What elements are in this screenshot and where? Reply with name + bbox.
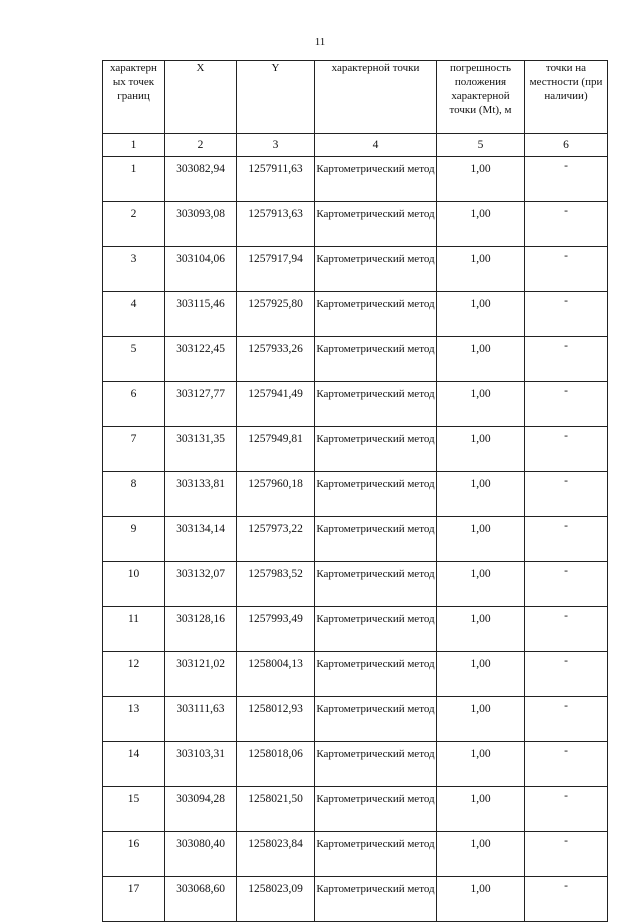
column-number: 3 <box>237 134 315 157</box>
table-row <box>103 877 608 922</box>
cell-y: 1258018,06 <box>237 742 315 787</box>
cell-point-number: 6 <box>103 382 165 427</box>
cell-method: Картометрический метод <box>315 607 437 652</box>
column-number: 6 <box>525 134 608 157</box>
cell-x: 303103,31 <box>165 742 237 787</box>
cell-accuracy: 1,00 <box>437 652 525 697</box>
cell-y: 1257925,80 <box>237 292 315 337</box>
cell-y: 1258023,09 <box>237 877 315 922</box>
cell-point-number: 15 <box>103 787 165 832</box>
cell-point-number: 11 <box>103 607 165 652</box>
cell-method: Картометрический метод <box>315 337 437 382</box>
cell-accuracy: 1,00 <box>437 742 525 787</box>
table-row <box>103 427 608 472</box>
cell-accuracy: 1,00 <box>437 517 525 562</box>
cell-x: 303128,16 <box>165 607 237 652</box>
cell-accuracy: 1,00 <box>437 562 525 607</box>
cell-point-number: 5 <box>103 337 165 382</box>
cell-x: 303122,45 <box>165 337 237 382</box>
cell-note: - <box>525 787 608 832</box>
cell-method: Картометрический метод <box>315 202 437 247</box>
cell-y: 1258023,84 <box>237 832 315 877</box>
cell-note: - <box>525 202 608 247</box>
cell-accuracy: 1,00 <box>437 607 525 652</box>
cell-y: 1257941,49 <box>237 382 315 427</box>
cell-x: 303115,46 <box>165 292 237 337</box>
cell-y: 1257973,22 <box>237 517 315 562</box>
column-number: 2 <box>165 134 237 157</box>
cell-method: Картометрический метод <box>315 157 437 202</box>
cell-x: 303131,35 <box>165 427 237 472</box>
cell-x: 303132,07 <box>165 562 237 607</box>
cell-method: Картометрический метод <box>315 877 437 922</box>
table-header-row <box>103 61 608 134</box>
cell-accuracy: 1,00 <box>437 697 525 742</box>
cell-note: - <box>525 607 608 652</box>
cell-x: 303082,94 <box>165 157 237 202</box>
page-number: 11 <box>314 36 326 48</box>
cell-note: - <box>525 472 608 517</box>
cell-y: 1257993,49 <box>237 607 315 652</box>
cell-point-number: 16 <box>103 832 165 877</box>
header-location-description: точки на местности (при наличии) <box>525 61 608 134</box>
column-number-row <box>103 134 608 157</box>
table-row <box>103 787 608 832</box>
cell-x: 303068,60 <box>165 877 237 922</box>
cell-y: 1257983,52 <box>237 562 315 607</box>
header-point-id: характерн ых точек границ <box>103 61 165 134</box>
cell-y: 1258012,93 <box>237 697 315 742</box>
cell-note: - <box>525 292 608 337</box>
table-row <box>103 832 608 877</box>
cell-note: - <box>525 247 608 292</box>
cell-x: 303094,28 <box>165 787 237 832</box>
cell-x: 303133,81 <box>165 472 237 517</box>
cell-note: - <box>525 337 608 382</box>
column-number: 4 <box>315 134 437 157</box>
cell-note: - <box>525 652 608 697</box>
cell-note: - <box>525 877 608 922</box>
cell-x: 303093,08 <box>165 202 237 247</box>
cell-note: - <box>525 697 608 742</box>
table-row <box>103 202 608 247</box>
cell-accuracy: 1,00 <box>437 427 525 472</box>
cell-accuracy: 1,00 <box>437 202 525 247</box>
cell-note: - <box>525 832 608 877</box>
cell-method: Картометрический метод <box>315 292 437 337</box>
cell-y: 1257960,18 <box>237 472 315 517</box>
cell-point-number: 8 <box>103 472 165 517</box>
table-row <box>103 337 608 382</box>
cell-point-number: 13 <box>103 697 165 742</box>
cell-point-number: 4 <box>103 292 165 337</box>
cell-point-number: 1 <box>103 157 165 202</box>
table-row <box>103 607 608 652</box>
cell-point-number: 7 <box>103 427 165 472</box>
table-row <box>103 517 608 562</box>
table-row <box>103 292 608 337</box>
cell-x: 303104,06 <box>165 247 237 292</box>
cell-method: Картометрический метод <box>315 832 437 877</box>
cell-method: Картометрический метод <box>315 517 437 562</box>
cell-method: Картометрический метод <box>315 652 437 697</box>
cell-method: Картометрический метод <box>315 427 437 472</box>
table-row <box>103 472 608 517</box>
cell-accuracy: 1,00 <box>437 832 525 877</box>
cell-method: Картометрический метод <box>315 472 437 517</box>
cell-y: 1257933,26 <box>237 337 315 382</box>
cell-method: Картометрический метод <box>315 697 437 742</box>
header-y: Y <box>237 61 315 134</box>
table-row <box>103 157 608 202</box>
cell-note: - <box>525 742 608 787</box>
cell-x: 303111,63 <box>165 697 237 742</box>
cell-accuracy: 1,00 <box>437 382 525 427</box>
header-method: характерной точки <box>315 61 437 134</box>
cell-y: 1257917,94 <box>237 247 315 292</box>
cell-accuracy: 1,00 <box>437 337 525 382</box>
cell-method: Картометрический метод <box>315 562 437 607</box>
cell-note: - <box>525 157 608 202</box>
cell-point-number: 2 <box>103 202 165 247</box>
cell-accuracy: 1,00 <box>437 247 525 292</box>
cell-x: 303080,40 <box>165 832 237 877</box>
cell-method: Картометрический метод <box>315 787 437 832</box>
cell-point-number: 10 <box>103 562 165 607</box>
cell-y: 1258021,50 <box>237 787 315 832</box>
table-row <box>103 382 608 427</box>
cell-accuracy: 1,00 <box>437 787 525 832</box>
table-row <box>103 742 608 787</box>
cell-point-number: 3 <box>103 247 165 292</box>
cell-note: - <box>525 382 608 427</box>
cell-x: 303127,77 <box>165 382 237 427</box>
table-row <box>103 562 608 607</box>
header-accuracy: погрешность положения характерной точки (Mt), м <box>437 61 525 134</box>
cell-accuracy: 1,00 <box>437 877 525 922</box>
cell-point-number: 9 <box>103 517 165 562</box>
cell-accuracy: 1,00 <box>437 472 525 517</box>
cell-method: Картометрический метод <box>315 247 437 292</box>
cell-note: - <box>525 517 608 562</box>
cell-method: Картометрический метод <box>315 742 437 787</box>
table-row <box>103 652 608 697</box>
cell-note: - <box>525 427 608 472</box>
cell-y: 1257949,81 <box>237 427 315 472</box>
table-row <box>103 697 608 742</box>
table-row <box>103 247 608 292</box>
cell-point-number: 12 <box>103 652 165 697</box>
column-number: 5 <box>437 134 525 157</box>
column-number: 1 <box>103 134 165 157</box>
cell-x: 303121,02 <box>165 652 237 697</box>
table-body <box>103 157 608 922</box>
cell-accuracy: 1,00 <box>437 292 525 337</box>
header-x: X <box>165 61 237 134</box>
cell-point-number: 17 <box>103 877 165 922</box>
cell-x: 303134,14 <box>165 517 237 562</box>
boundary-points-table <box>102 60 608 922</box>
cell-y: 1258004,13 <box>237 652 315 697</box>
cell-y: 1257911,63 <box>237 157 315 202</box>
cell-point-number: 14 <box>103 742 165 787</box>
cell-y: 1257913,63 <box>237 202 315 247</box>
cell-method: Картометрический метод <box>315 382 437 427</box>
cell-note: - <box>525 562 608 607</box>
cell-accuracy: 1,00 <box>437 157 525 202</box>
